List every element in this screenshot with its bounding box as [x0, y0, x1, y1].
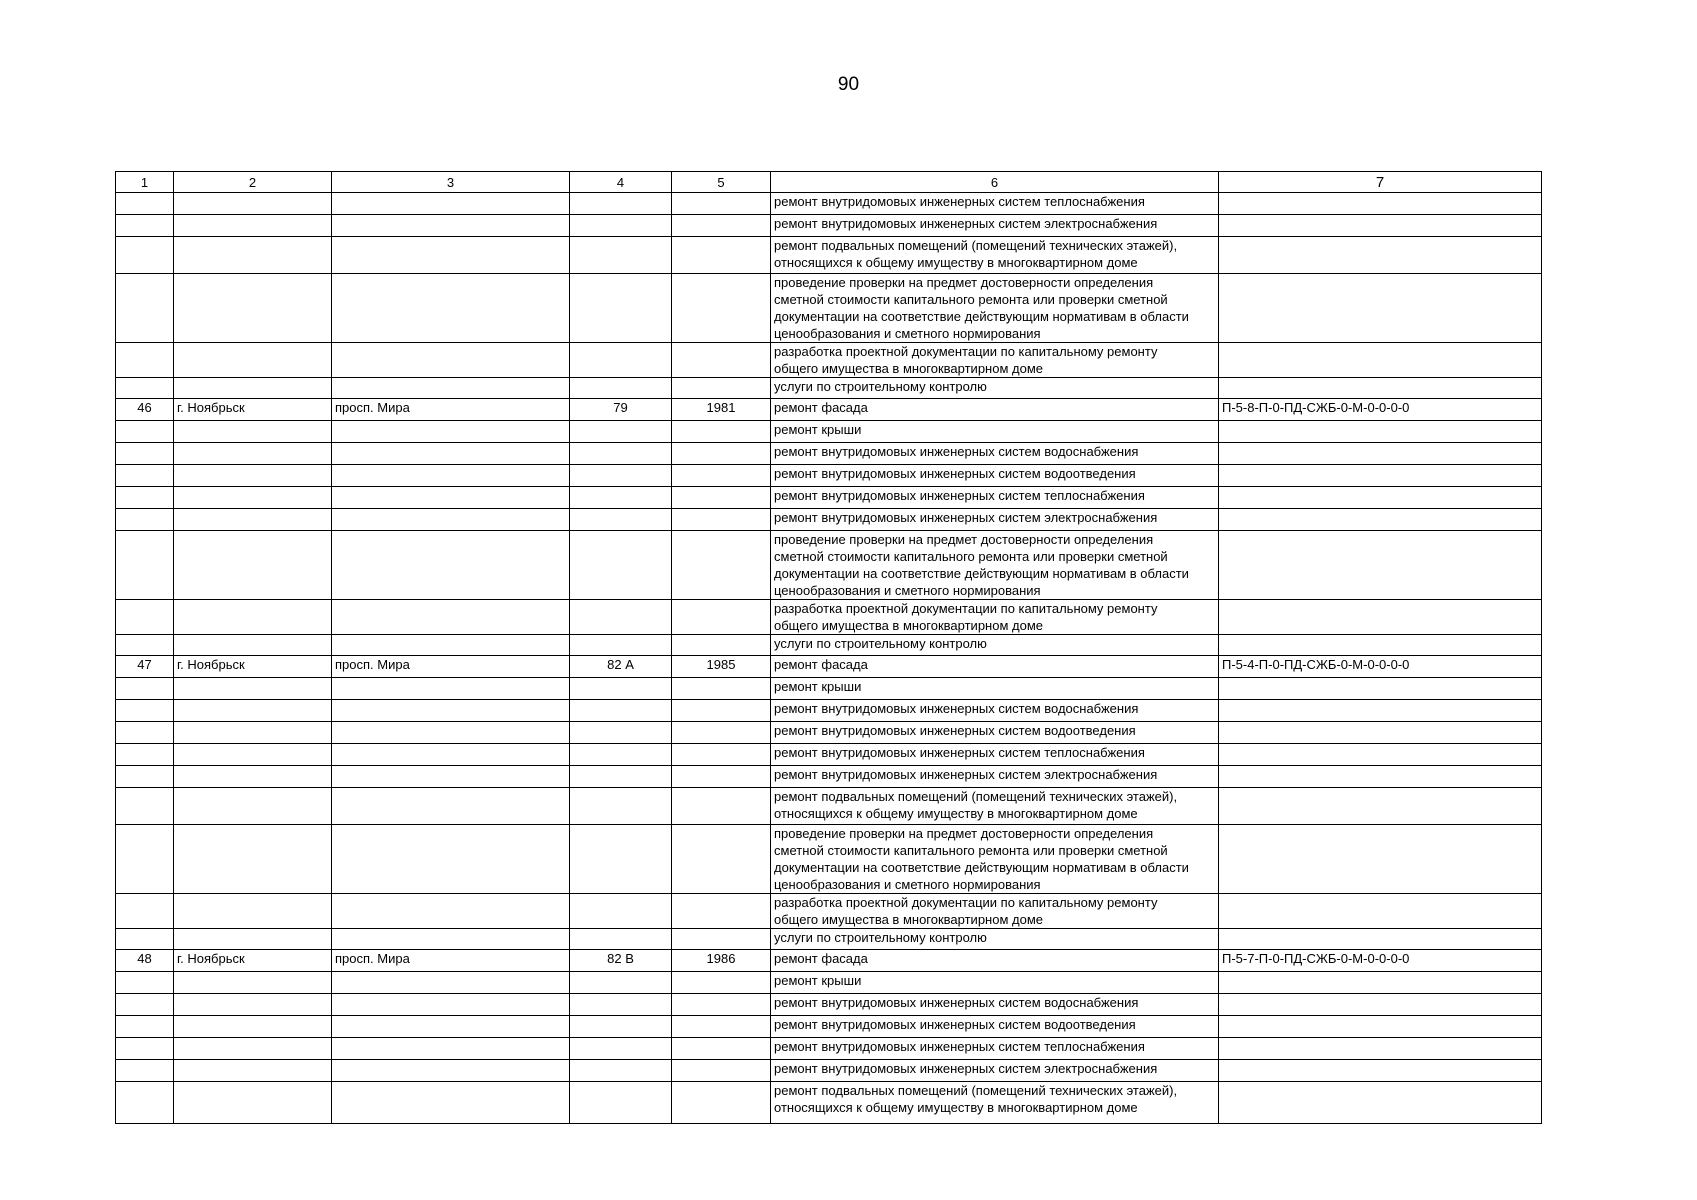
cell-street [332, 825, 570, 894]
cell-city [174, 700, 332, 722]
cell-row-number [116, 343, 174, 378]
cell-building-code [1219, 1060, 1542, 1082]
table-row [116, 950, 1542, 972]
cell-row-number [116, 766, 174, 788]
cell-city [174, 215, 332, 237]
cell-build-year [672, 825, 771, 894]
page-number: 90 [837, 74, 860, 95]
cell-building-code: П-5-8-П-0-ПД-СЖБ-0-М-0-0-0-0 [1219, 399, 1542, 421]
cell-work-type: ремонт подвальных помещений (помещений технических этажей), относящихся к общему имуществу в многоквартирном доме [771, 237, 1219, 274]
cell-house-number [570, 766, 672, 788]
cell-building-code [1219, 1038, 1542, 1060]
cell-house-number [570, 994, 672, 1016]
cell-building-code [1219, 343, 1542, 378]
cell-row-number [116, 465, 174, 487]
table-row [116, 635, 1542, 656]
cell-city: г. Ноябрьск [174, 950, 332, 972]
cell-row-number [116, 443, 174, 465]
repair-schedule-table [115, 171, 1542, 1124]
cell-work-type: ремонт внутридомовых инженерных систем водоотведения [771, 1016, 1219, 1038]
cell-build-year [672, 343, 771, 378]
cell-work-type: ремонт внутридомовых инженерных систем электроснабжения [771, 1060, 1219, 1082]
cell-street: просп. Мира [332, 656, 570, 678]
header-col-2: 2 [174, 172, 332, 193]
cell-house-number [570, 1082, 672, 1124]
cell-city [174, 994, 332, 1016]
cell-work-type: ремонт внутридомовых инженерных систем водоснабжения [771, 700, 1219, 722]
table-row [116, 929, 1542, 950]
cell-house-number [570, 1016, 672, 1038]
cell-house-number [570, 1038, 672, 1060]
cell-city [174, 531, 332, 600]
cell-street [332, 274, 570, 343]
cell-street [332, 509, 570, 531]
cell-build-year [672, 378, 771, 399]
cell-build-year [672, 700, 771, 722]
cell-row-number: 46 [116, 399, 174, 421]
table-row [116, 1038, 1542, 1060]
cell-street [332, 700, 570, 722]
cell-building-code: П-5-4-П-0-ПД-СЖБ-0-М-0-0-0-0 [1219, 656, 1542, 678]
cell-build-year: 1986 [672, 950, 771, 972]
cell-street [332, 766, 570, 788]
cell-building-code [1219, 487, 1542, 509]
cell-work-type: ремонт внутридомовых инженерных систем теплоснабжения [771, 487, 1219, 509]
cell-row-number [116, 929, 174, 950]
cell-building-code [1219, 635, 1542, 656]
cell-building-code [1219, 678, 1542, 700]
cell-work-type: услуги по строительному контролю [771, 378, 1219, 399]
cell-building-code [1219, 1082, 1542, 1124]
table-row [116, 237, 1542, 274]
cell-row-number [116, 972, 174, 994]
cell-house-number [570, 531, 672, 600]
cell-work-type: ремонт внутридомовых инженерных систем водоотведения [771, 465, 1219, 487]
cell-building-code [1219, 722, 1542, 744]
table-row [116, 994, 1542, 1016]
cell-street [332, 237, 570, 274]
header-col-1: 1 [116, 172, 174, 193]
cell-work-type: проведение проверки на предмет достоверности определения сметной стоимости капитального ремонта или проверки сметной документации на соответствие действующим нормативам в области ценообразования и сметного нормирования [771, 274, 1219, 343]
cell-house-number [570, 744, 672, 766]
cell-row-number: 47 [116, 656, 174, 678]
cell-row-number [116, 237, 174, 274]
cell-build-year [672, 766, 771, 788]
cell-house-number [570, 929, 672, 950]
cell-build-year [672, 678, 771, 700]
cell-building-code [1219, 894, 1542, 929]
cell-work-type: ремонт крыши [771, 421, 1219, 443]
table-row [116, 972, 1542, 994]
cell-work-type: ремонт внутридомовых инженерных систем теплоснабжения [771, 193, 1219, 215]
cell-building-code [1219, 215, 1542, 237]
cell-building-code [1219, 744, 1542, 766]
cell-street [332, 531, 570, 600]
table-row [116, 399, 1542, 421]
cell-building-code [1219, 929, 1542, 950]
cell-street [332, 421, 570, 443]
cell-city [174, 600, 332, 635]
cell-build-year [672, 465, 771, 487]
cell-city [174, 443, 332, 465]
cell-street [332, 1038, 570, 1060]
cell-house-number [570, 788, 672, 825]
cell-city [174, 465, 332, 487]
cell-work-type: ремонт фасада [771, 399, 1219, 421]
table-row [116, 531, 1542, 600]
table-row [116, 509, 1542, 531]
cell-row-number [116, 894, 174, 929]
cell-city [174, 722, 332, 744]
cell-row-number [116, 635, 174, 656]
cell-city [174, 237, 332, 274]
cell-street: просп. Мира [332, 950, 570, 972]
cell-work-type: ремонт внутридомовых инженерных систем электроснабжения [771, 766, 1219, 788]
cell-city [174, 678, 332, 700]
cell-build-year [672, 1038, 771, 1060]
cell-row-number [116, 1082, 174, 1124]
cell-row-number [116, 421, 174, 443]
cell-row-number [116, 744, 174, 766]
table-row [116, 421, 1542, 443]
cell-row-number [116, 994, 174, 1016]
cell-house-number [570, 1060, 672, 1082]
cell-row-number [116, 509, 174, 531]
cell-street [332, 994, 570, 1016]
cell-street [332, 378, 570, 399]
cell-building-code [1219, 465, 1542, 487]
cell-build-year [672, 722, 771, 744]
cell-building-code [1219, 788, 1542, 825]
header-row [116, 172, 1542, 193]
cell-building-code [1219, 443, 1542, 465]
cell-house-number [570, 678, 672, 700]
cell-row-number [116, 825, 174, 894]
cell-city [174, 825, 332, 894]
cell-row-number [116, 274, 174, 343]
cell-work-type: проведение проверки на предмет достоверности определения сметной стоимости капитального ремонта или проверки сметной документации на соответствие действующим нормативам в области ценообразования и сметного нормирования [771, 825, 1219, 894]
cell-work-type: услуги по строительному контролю [771, 635, 1219, 656]
cell-row-number [116, 788, 174, 825]
cell-street [332, 744, 570, 766]
cell-build-year [672, 744, 771, 766]
cell-street [332, 788, 570, 825]
cell-work-type: ремонт внутридомовых инженерных систем электроснабжения [771, 215, 1219, 237]
cell-work-type: разработка проектной документации по капитальному ремонту общего имущества в многоквартирном доме [771, 600, 1219, 635]
cell-row-number [116, 722, 174, 744]
cell-building-code [1219, 972, 1542, 994]
table-body [116, 193, 1542, 1124]
cell-city [174, 744, 332, 766]
cell-building-code: П-5-7-П-0-ПД-СЖБ-0-М-0-0-0-0 [1219, 950, 1542, 972]
cell-work-type: услуги по строительному контролю [771, 929, 1219, 950]
cell-building-code [1219, 237, 1542, 274]
cell-building-code [1219, 600, 1542, 635]
cell-street [332, 465, 570, 487]
cell-work-type: проведение проверки на предмет достоверности определения сметной стоимости капитального ремонта или проверки сметной документации на соответствие действующим нормативам в области ценообразования и сметного нормирования [771, 531, 1219, 600]
cell-street [332, 722, 570, 744]
cell-building-code [1219, 766, 1542, 788]
cell-city [174, 509, 332, 531]
table-row [116, 1082, 1542, 1124]
cell-house-number [570, 600, 672, 635]
header-col-3: 3 [332, 172, 570, 193]
cell-building-code [1219, 994, 1542, 1016]
cell-work-type: разработка проектной документации по капитальному ремонту общего имущества в многоквартирном доме [771, 343, 1219, 378]
table-row [116, 600, 1542, 635]
table-row [116, 1016, 1542, 1038]
cell-build-year [672, 509, 771, 531]
cell-house-number [570, 825, 672, 894]
cell-house-number [570, 635, 672, 656]
cell-street [332, 487, 570, 509]
cell-row-number [116, 193, 174, 215]
cell-work-type: ремонт внутридомовых инженерных систем водоснабжения [771, 443, 1219, 465]
table-row [116, 766, 1542, 788]
cell-building-code [1219, 825, 1542, 894]
cell-house-number [570, 700, 672, 722]
cell-row-number [116, 1060, 174, 1082]
cell-city [174, 972, 332, 994]
cell-street [332, 1082, 570, 1124]
header-col-6: 6 [771, 172, 1219, 193]
cell-row-number [116, 215, 174, 237]
cell-build-year [672, 215, 771, 237]
cell-row-number [116, 531, 174, 600]
cell-city [174, 1060, 332, 1082]
table-row [116, 215, 1542, 237]
cell-building-code [1219, 274, 1542, 343]
cell-city [174, 766, 332, 788]
cell-street [332, 894, 570, 929]
table-row [116, 443, 1542, 465]
cell-build-year: 1981 [672, 399, 771, 421]
cell-house-number [570, 215, 672, 237]
cell-house-number [570, 193, 672, 215]
table-row [116, 1060, 1542, 1082]
cell-street [332, 1060, 570, 1082]
cell-build-year [672, 972, 771, 994]
cell-work-type: ремонт внутридомовых инженерных систем теплоснабжения [771, 744, 1219, 766]
cell-work-type: ремонт внутридомовых инженерных систем водоотведения [771, 722, 1219, 744]
table-row [116, 678, 1542, 700]
cell-row-number: 48 [116, 950, 174, 972]
cell-house-number [570, 274, 672, 343]
cell-build-year [672, 443, 771, 465]
cell-row-number [116, 678, 174, 700]
table-header [116, 172, 1542, 193]
cell-house-number [570, 722, 672, 744]
table-row [116, 343, 1542, 378]
cell-row-number [116, 487, 174, 509]
cell-city [174, 894, 332, 929]
table-row [116, 744, 1542, 766]
cell-street: просп. Мира [332, 399, 570, 421]
cell-city [174, 274, 332, 343]
cell-work-type: ремонт крыши [771, 678, 1219, 700]
cell-build-year [672, 237, 771, 274]
cell-street [332, 193, 570, 215]
cell-house-number [570, 509, 672, 531]
cell-work-type: ремонт внутридомовых инженерных систем водоснабжения [771, 994, 1219, 1016]
cell-row-number [116, 378, 174, 399]
cell-build-year: 1985 [672, 656, 771, 678]
cell-build-year [672, 421, 771, 443]
cell-street [332, 343, 570, 378]
cell-house-number [570, 465, 672, 487]
table-row [116, 656, 1542, 678]
cell-house-number [570, 343, 672, 378]
cell-city [174, 378, 332, 399]
cell-build-year [672, 635, 771, 656]
cell-build-year [672, 193, 771, 215]
cell-work-type: ремонт фасада [771, 656, 1219, 678]
table-row [116, 825, 1542, 894]
cell-house-number: 82 В [570, 950, 672, 972]
cell-street [332, 678, 570, 700]
cell-row-number [116, 700, 174, 722]
cell-row-number [116, 600, 174, 635]
cell-city [174, 343, 332, 378]
header-col-7: 7 [1219, 172, 1542, 193]
cell-work-type: разработка проектной документации по капитальному ремонту общего имущества в многоквартирном доме [771, 894, 1219, 929]
cell-city [174, 421, 332, 443]
cell-street [332, 600, 570, 635]
cell-build-year [672, 929, 771, 950]
cell-build-year [672, 487, 771, 509]
cell-house-number [570, 421, 672, 443]
cell-build-year [672, 788, 771, 825]
cell-city [174, 487, 332, 509]
cell-house-number [570, 972, 672, 994]
cell-row-number [116, 1016, 174, 1038]
cell-build-year [672, 1060, 771, 1082]
cell-building-code [1219, 421, 1542, 443]
cell-city [174, 1082, 332, 1124]
table-row [116, 700, 1542, 722]
cell-work-type: ремонт фасада [771, 950, 1219, 972]
cell-work-type: ремонт внутридомовых инженерных систем электроснабжения [771, 509, 1219, 531]
cell-city [174, 1038, 332, 1060]
table-row [116, 378, 1542, 399]
cell-building-code [1219, 700, 1542, 722]
cell-work-type: ремонт крыши [771, 972, 1219, 994]
cell-house-number: 79 [570, 399, 672, 421]
cell-work-type: ремонт подвальных помещений (помещений технических этажей), относящихся к общему имуществу в многоквартирном доме [771, 788, 1219, 825]
table-row [116, 788, 1542, 825]
cell-city [174, 929, 332, 950]
cell-street [332, 1016, 570, 1038]
table-row [116, 465, 1542, 487]
cell-building-code [1219, 1016, 1542, 1038]
cell-build-year [672, 894, 771, 929]
cell-house-number [570, 894, 672, 929]
cell-build-year [672, 1016, 771, 1038]
cell-street [332, 215, 570, 237]
table-row [116, 722, 1542, 744]
cell-build-year [672, 1082, 771, 1124]
cell-city: г. Ноябрьск [174, 656, 332, 678]
cell-street [332, 635, 570, 656]
cell-build-year [672, 274, 771, 343]
cell-build-year [672, 994, 771, 1016]
table-row [116, 894, 1542, 929]
cell-house-number [570, 443, 672, 465]
cell-house-number [570, 237, 672, 274]
table-row [116, 274, 1542, 343]
cell-work-type: ремонт подвальных помещений (помещений технических этажей), относящихся к общему имуществу в многоквартирном доме [771, 1082, 1219, 1124]
table-row [116, 193, 1542, 215]
cell-street [332, 443, 570, 465]
cell-city: г. Ноябрьск [174, 399, 332, 421]
cell-row-number [116, 1038, 174, 1060]
cell-city [174, 193, 332, 215]
cell-street [332, 929, 570, 950]
cell-building-code [1219, 509, 1542, 531]
cell-build-year [672, 531, 771, 600]
cell-house-number [570, 487, 672, 509]
table-row [116, 487, 1542, 509]
cell-city [174, 1016, 332, 1038]
cell-work-type: ремонт внутридомовых инженерных систем теплоснабжения [771, 1038, 1219, 1060]
cell-house-number [570, 378, 672, 399]
cell-building-code [1219, 531, 1542, 600]
header-col-4: 4 [570, 172, 672, 193]
cell-build-year [672, 600, 771, 635]
cell-city [174, 788, 332, 825]
cell-street [332, 972, 570, 994]
cell-building-code [1219, 378, 1542, 399]
header-col-5: 5 [672, 172, 771, 193]
cell-building-code [1219, 193, 1542, 215]
cell-city [174, 635, 332, 656]
cell-house-number: 82 А [570, 656, 672, 678]
